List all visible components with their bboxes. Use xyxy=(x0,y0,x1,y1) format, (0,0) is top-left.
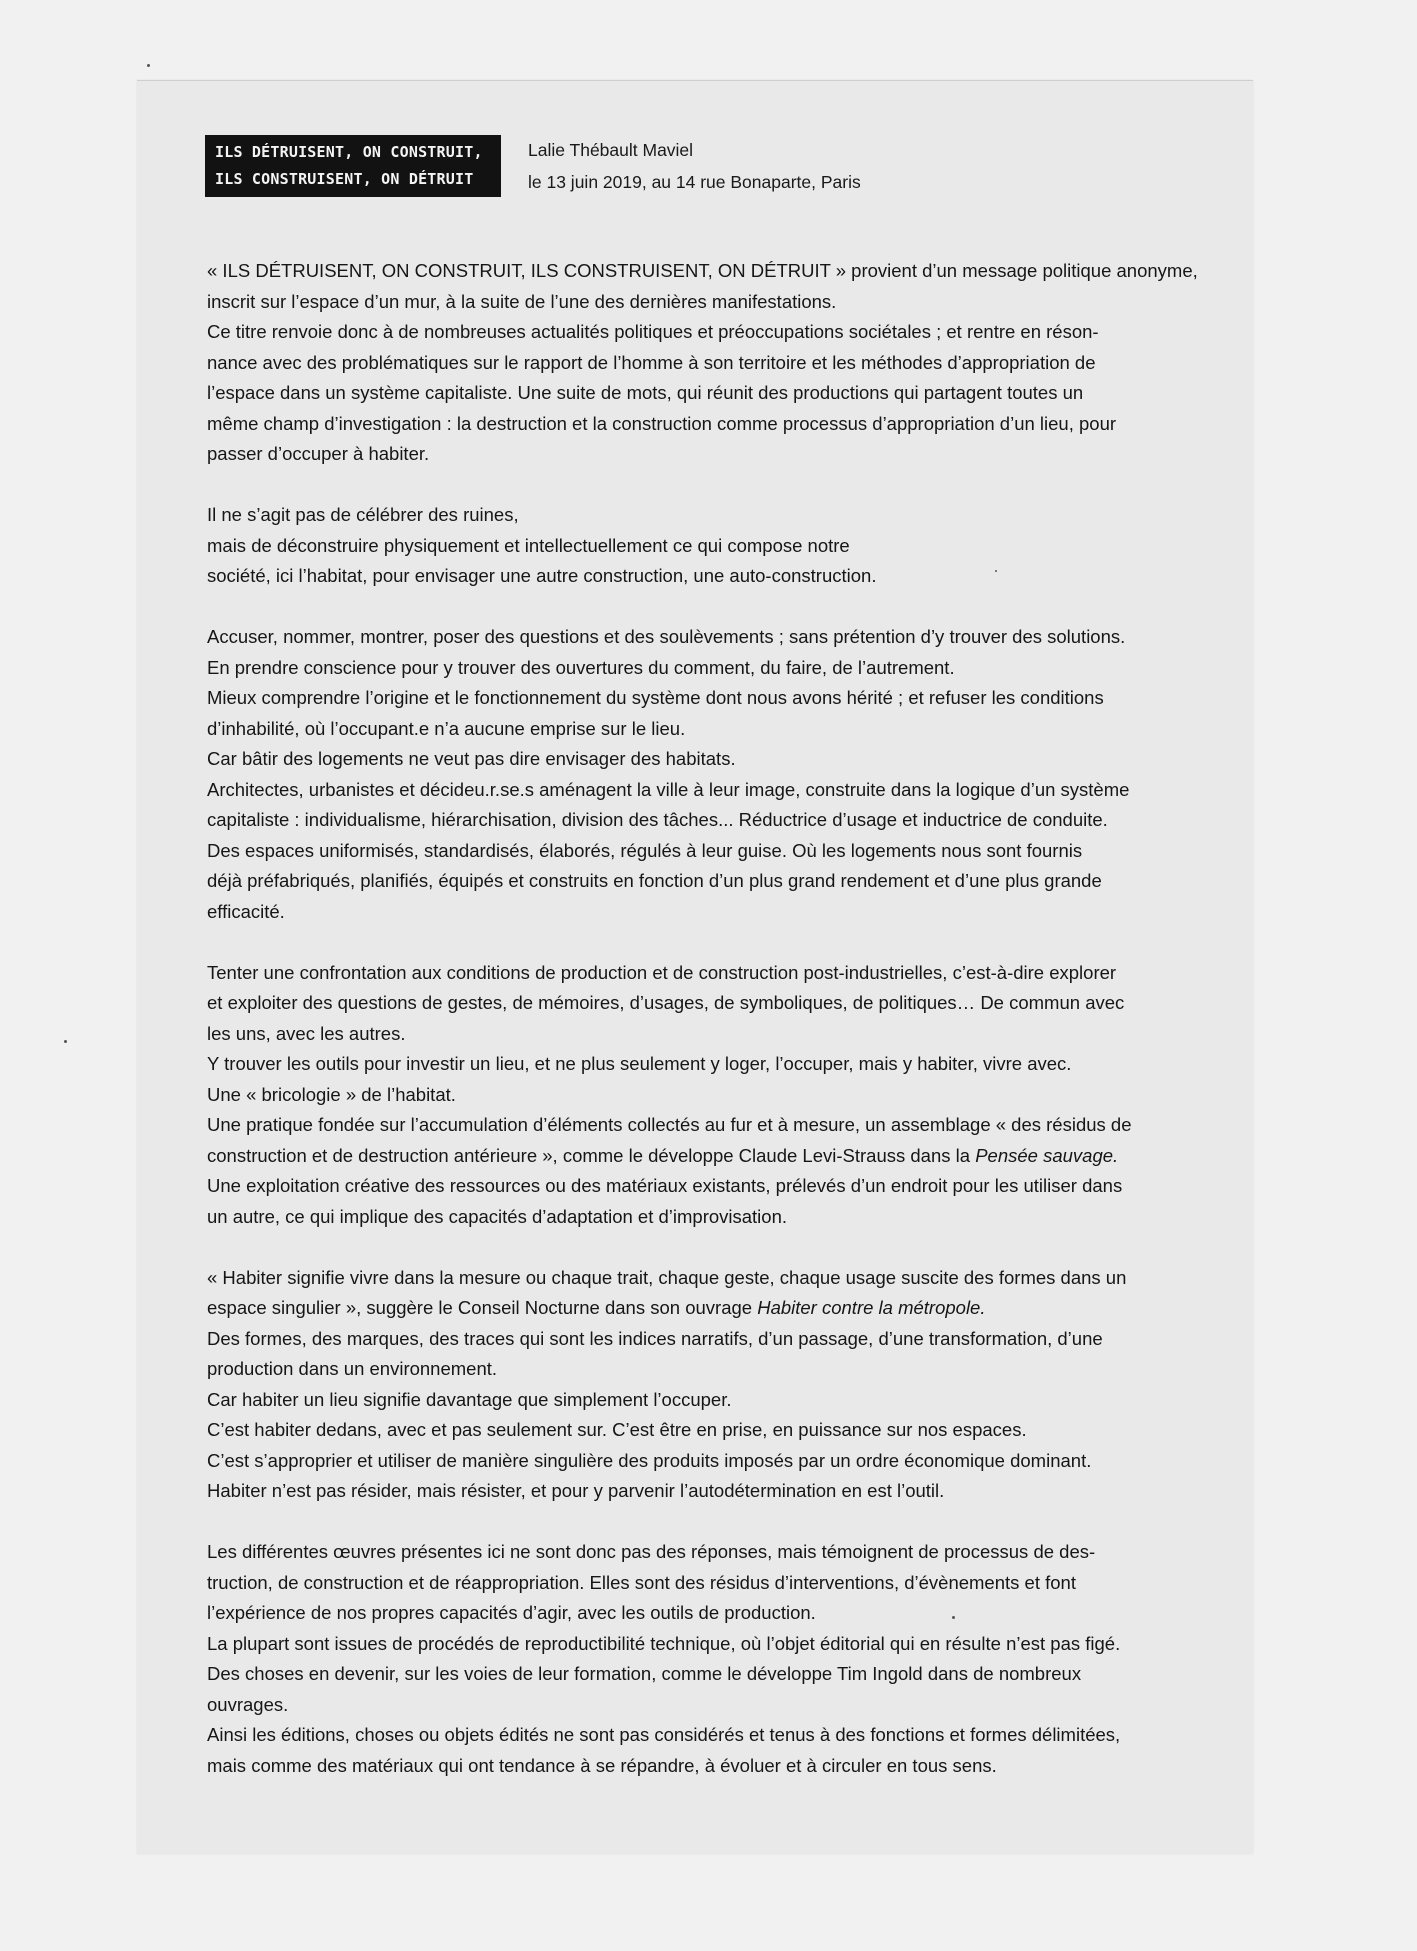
date-place: le 13 juin 2019, au 14 rue Bonaparte, Paris xyxy=(528,172,861,192)
text-line: Architectes, urbanistes et décideu.r.se.s aménagent la ville à leur image, construite dans la logique d’un système xyxy=(207,778,1130,800)
text-line: mais de déconstruire physiquement et intellectuellement ce qui compose notre xyxy=(207,534,850,556)
text-line: efficacité. xyxy=(207,900,285,922)
paragraph-1 xyxy=(207,256,1207,470)
paragraph-5 xyxy=(207,1263,1207,1507)
paragraph-6 xyxy=(207,1537,1207,1781)
text-line: Habiter n’est pas résider, mais résister, et pour y parvenir l’autodétermination en est l’outil. xyxy=(207,1480,945,1501)
text-line: En prendre conscience pour y trouver des ouvertures du comment, du faire, de l’autrement. xyxy=(207,656,955,678)
reference-punctuation: . xyxy=(980,1297,986,1318)
text-line: C’est habiter dedans, avec et pas seulement sur. C’est être en prise, en puissance sur nos espaces. xyxy=(207,1419,1027,1440)
text-line: Une « bricologie » de l’habitat. xyxy=(207,1083,456,1105)
text-line: un autre, ce qui implique des capacités d’adaptation et d’improvisation. xyxy=(207,1205,788,1227)
text-line: Les différentes œuvres présentes ici ne sont donc pas des réponses, mais témoignent de processus de des- xyxy=(207,1541,1096,1562)
text-line: Car bâtir des logements ne veut pas dire envisager des habitats. xyxy=(207,748,736,769)
text-line: l’espace dans un système capitaliste. Une suite de mots, qui réunit des productions qui partagent toutes un xyxy=(207,382,1084,403)
book-title-reference: Pensée sauvage xyxy=(975,1144,1114,1166)
text-line: Des espaces uniformisés, standardisés, élaborés, régulés à leur guise. Où les logements nous sont fournis xyxy=(207,839,1083,861)
text-line: « ILS DÉTRUISENT, ON CONSTRUIT, ILS CONSTRUISENT, ON DÉTRUIT » provient d’un message politique anonyme, xyxy=(207,260,1198,281)
text-line: Une pratique fondée sur l’accumulation d’éléments collectés au fur et à mesure, un assemblage « des résidus de xyxy=(207,1114,1132,1135)
text-line: d’inhabilité, où l’occupant.e n’a aucune emprise sur le lieu. xyxy=(207,717,686,739)
text-line: production dans un environnement. xyxy=(207,1358,498,1379)
text-segment: construction et de destruction antérieure », comme le développe Claude Levi-Strauss dans la xyxy=(207,1144,976,1166)
text-line: société, ici l’habitat, pour envisager une autre construction, une auto-construction. xyxy=(207,565,877,586)
text-line-with-reference xyxy=(207,1293,1207,1324)
paragraph-3 xyxy=(207,622,1207,927)
text-line: Ainsi les éditions, choses ou objets édités ne sont pas considérés et tenus à des fonctions et formes délimitées, xyxy=(207,1724,1121,1745)
title-line-1: ILS DÉTRUISENT, ON CONSTRUIT, xyxy=(215,143,483,161)
title-line-2: ILS CONSTRUISENT, ON DÉTRUIT xyxy=(215,170,474,188)
text-line: Car habiter un lieu signifie davantage que simplement l’occuper. xyxy=(207,1388,732,1410)
scan-speck xyxy=(147,64,150,67)
text-line: même champ d’investigation : la destruction et la construction comme processus d’appropriation d’un lieu, pour xyxy=(207,412,1117,434)
text-line: l’expérience de nos propres capacités d’agir, avec les outils de production. xyxy=(207,1602,816,1623)
body-text xyxy=(207,256,1207,1812)
text-line: truction, de construction et de réappropriation. Elles sont des résidus d’interventions, d’évènements et font xyxy=(207,1571,1076,1593)
text-line: les uns, avec les autres. xyxy=(207,1022,406,1044)
text-line: « Habiter signifie vivre dans la mesure ou chaque trait, chaque geste, chaque usage suscite des formes dans un xyxy=(207,1266,1127,1288)
exhibition-title-block xyxy=(205,135,501,197)
text-line: Accuser, nommer, montrer, poser des questions et des soulèvements ; sans prétention d’y trouver des solutions. xyxy=(207,626,1126,647)
text-line: Des choses en devenir, sur les voies de leur formation, comme le développe Tim Ingold dans de nombreux xyxy=(207,1663,1082,1684)
text-segment: espace singulier », suggère le Conseil Nocturne dans son ouvrage xyxy=(207,1297,758,1318)
reference-punctuation: . xyxy=(1113,1144,1119,1166)
text-line: mais comme des matériaux qui ont tendance à se répandre, à évoluer et à circuler en tous sens. xyxy=(207,1754,997,1776)
header-meta xyxy=(528,134,861,198)
text-line: Tenter une confrontation aux conditions de production et de construction post-industrielles, c’est-à-dire explorer xyxy=(207,961,1117,983)
text-line: C’est s’approprier et utiliser de manière singulière des produits imposés par un ordre économique dominant. xyxy=(207,1449,1092,1471)
text-line-with-reference xyxy=(207,1141,1207,1172)
scan-speck xyxy=(64,1040,67,1043)
book-title-reference: Habiter contre la métropole xyxy=(757,1297,981,1318)
text-line: Ce titre renvoie donc à de nombreuses actualités politiques et préoccupations sociétales ; et rentre en réson- xyxy=(207,321,1099,342)
author-name: Lalie Thébault Maviel xyxy=(528,140,694,160)
text-line: Une exploitation créative des ressources ou des matériaux existants, prélevés d’un endroit pour les utiliser dans xyxy=(207,1175,1123,1196)
text-line: Il ne s’agit pas de célébrer des ruines, xyxy=(207,504,519,525)
paragraph-4 xyxy=(207,958,1207,1233)
text-line: nance avec des problématiques sur le rapport de l’homme à son territoire et les méthodes d’appropriation de xyxy=(207,351,1096,373)
text-line: capitaliste : individualisme, hiérarchisation, division des tâches... Réductrice d’usage et inductrice de conduite. xyxy=(207,809,1108,830)
text-line: et exploiter des questions de gestes, de mémoires, d’usages, de symboliques, de politiques… De commun avec xyxy=(207,992,1125,1013)
text-line: inscrit sur l’espace d’un mur, à la suite de l’une des dernières manifestations. xyxy=(207,290,837,312)
text-line: ouvrages. xyxy=(207,1693,289,1715)
text-line: Mieux comprendre l’origine et le fonctionnement du système dont nous avons hérité ; et refuser les conditions xyxy=(207,687,1104,708)
text-line: Des formes, des marques, des traces qui sont les indices narratifs, d’un passage, d’une transformation, d’une xyxy=(207,1327,1103,1349)
text-line: passer d’occuper à habiter. xyxy=(207,443,430,464)
text-line: déjà préfabriqués, planifiés, équipés et construits en fonction d’un plus grand rendement et d’une plus grande xyxy=(207,870,1102,891)
text-line: Y trouver les outils pour investir un lieu, et ne plus seulement y loger, l’occuper, mais y habiter, vivre avec. xyxy=(207,1053,1072,1074)
text-line: La plupart sont issues de procédés de reproductibilité technique, où l’objet éditorial qui en résulte n’est pas figé. xyxy=(207,1632,1121,1654)
paragraph-2 xyxy=(207,500,1207,592)
